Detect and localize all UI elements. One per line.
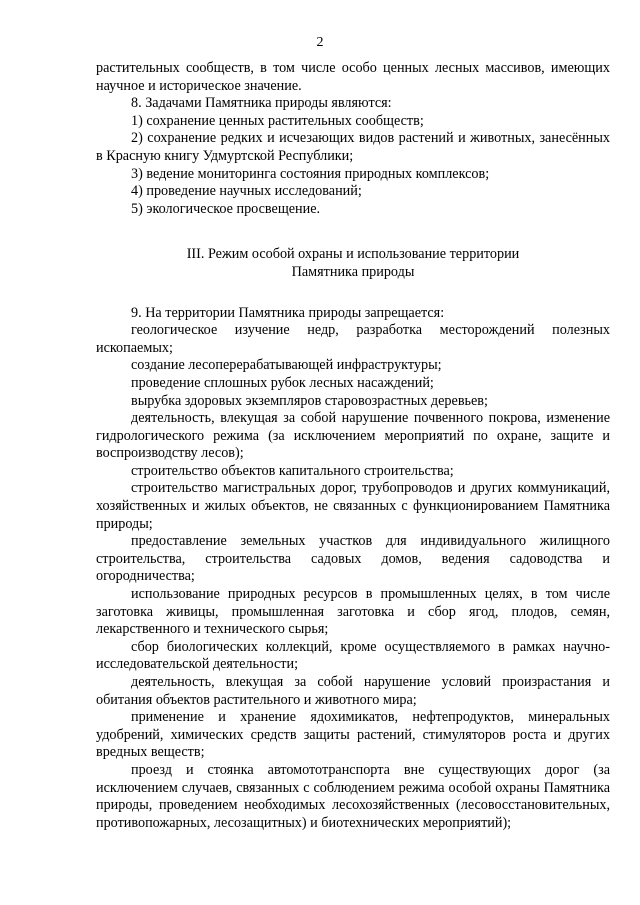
section-heading-line: III. Режим особой охраны и использование территории — [186, 246, 520, 263]
prohibitions-title: 9. На территории Памятника природы запрещается: — [131, 304, 445, 321]
document-body — [96, 60, 610, 832]
prohibition-item: сбор биологических коллекций, кроме осуществляемого в рамках научно-исследовательской деятельности; — [96, 638, 610, 673]
prohibition-item: вырубка здоровых экземпляров старовозрастных деревьев; — [131, 392, 488, 409]
prohibition-item: строительство магистральных дорог, трубопроводов и других коммуникаций, хозяйственных и жилых объектов, не связанных с функционированием Памятника природы; — [96, 480, 610, 532]
prohibition-item: деятельность, влекущая за собой нарушение условий произрастания и обитания объектов растительного и животного мира; — [96, 674, 610, 708]
prohibition-item: деятельность, влекущая за собой нарушение почвенного покрова, изменение гидрологического режима (за исключением мероприятий по охране, защите и воспроизводству лесов); — [96, 410, 610, 462]
section-heading-line: Памятника природы — [291, 263, 415, 280]
prohibition-item: проведение сплошных рубок лесных насаждений; — [131, 374, 434, 391]
prohibition-item: проезд и стоянка автомототранспорта вне существующих дорог (за исключением случаев, связанных с соблюдением режима особой охраны Памятника природы, проведением необходимых лесохозяйственных (лесовосстановительных, противопожарных, лесозащитных) и биотехнических мероприятий); — [96, 761, 610, 831]
tasks-title: 8. Задачами Памятника природы являются: — [131, 95, 392, 112]
intro-paragraph: растительных сообществ, в том числе особо ценных лесных массивов, имеющих научное и историческое значение. — [96, 60, 610, 94]
section-heading — [96, 246, 610, 281]
task-item: 4) проведение научных исследований; — [131, 183, 362, 200]
prohibition-item: геологическое изучение недр, разработка месторождений полезных ископаемых; — [96, 322, 610, 356]
task-item: 1) сохранение ценных растительных сообществ; — [131, 112, 424, 129]
prohibition-item: использование природных ресурсов в промышленных целях, в том числе заготовка живицы, промышленная заготовка и сбор ягод, плодов, семян, лекарственного и технического сырья; — [96, 586, 610, 638]
prohibition-item: создание лесоперерабатывающей инфраструктуры; — [131, 357, 442, 374]
page-number: 2 — [316, 35, 324, 50]
prohibition-item: предоставление земельных участков для индивидуального жилищного строительства, строительства садовых домов, ведения садоводства и огородничества; — [96, 533, 610, 585]
task-item: 3) ведение мониторинга состояния природных комплексов; — [131, 165, 490, 182]
prohibition-item: применение и хранение ядохимикатов, нефтепродуктов, минеральных удобрений, химических средств защиты растений, стимуляторов роста и других вредных веществ; — [96, 709, 610, 761]
task-item: 5) экологическое просвещение. — [131, 200, 321, 217]
task-item: 2) сохранение редких и исчезающих видов растений и животных, занесённых в Красную книгу Удмуртской Республики; — [96, 130, 610, 164]
prohibition-item: строительство объектов капитального строительства; — [131, 462, 454, 479]
